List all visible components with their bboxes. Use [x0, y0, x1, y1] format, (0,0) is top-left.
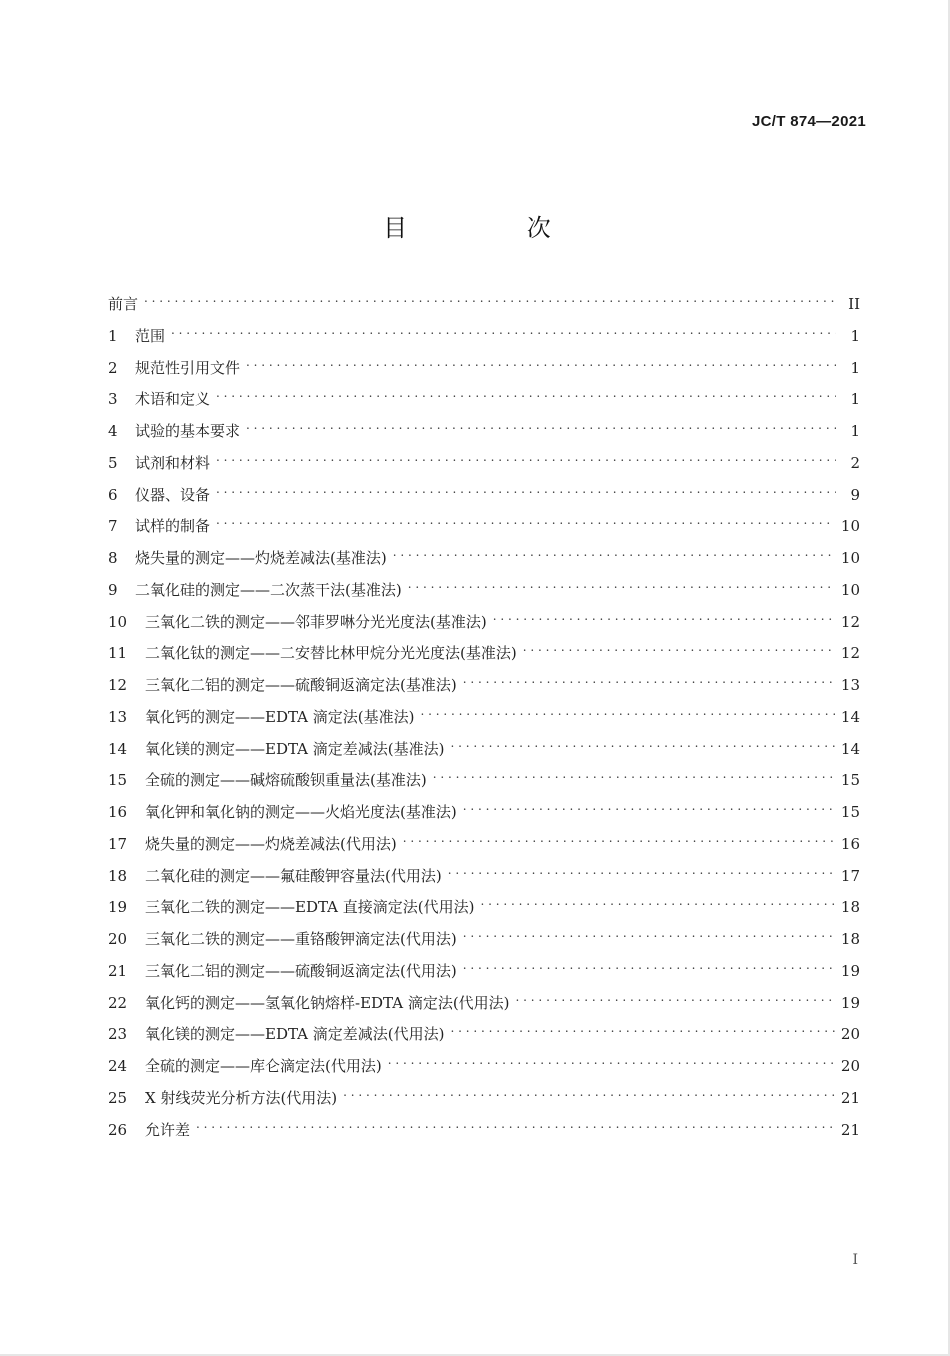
toc-leader-dots — [403, 827, 835, 849]
toc-leader-dots — [463, 668, 835, 690]
toc-entry-number: 11 — [108, 644, 128, 663]
toc-leader-dots — [433, 763, 835, 785]
toc-leader-dots — [246, 351, 836, 373]
toc-entry-title[interactable]: 二氧化钛的测定——二安替比林甲烷分光光度法(基准法) — [145, 644, 517, 663]
toc-entry-number: 3 — [108, 390, 118, 409]
toc-entry-number: 21 — [108, 961, 128, 980]
page-title: 目 次 — [383, 214, 607, 242]
toc-entry-number: 16 — [108, 803, 128, 821]
toc-entry-page: 19 — [840, 993, 860, 1012]
toc-entry-title[interactable]: 二氧化硅的测定——氟硅酸钾容量法(代用法) — [145, 866, 442, 885]
toc-entry-title[interactable]: 氧化钾和氧化钠的测定——火焰光度法(基准法) — [145, 803, 457, 821]
toc-entry[interactable] — [108, 351, 860, 383]
toc-leader-dots — [463, 922, 835, 944]
toc-entry-page: 2 — [850, 453, 860, 472]
toc-leader-dots — [450, 732, 834, 754]
toc-entry[interactable] — [108, 700, 860, 732]
toc-entry-page: 10 — [840, 549, 860, 567]
toc-entry-title[interactable]: 范围 — [135, 326, 166, 345]
toc-leader-dots — [516, 986, 835, 1008]
toc-entry-page: 20 — [840, 1057, 860, 1075]
toc-entry-title[interactable]: 试剂和材料 — [135, 453, 211, 472]
toc-entry-page: 21 — [840, 1088, 860, 1107]
toc-entry-page: 18 — [840, 930, 860, 948]
toc-entry[interactable] — [108, 382, 860, 414]
toc-entry[interactable] — [108, 1081, 860, 1113]
toc-entry-title[interactable]: 三氧化二铝的测定——硫酸铜返滴定法(代用法) — [145, 961, 457, 980]
toc-leader-dots — [480, 890, 834, 912]
toc-entry-page: 1 — [850, 422, 860, 440]
toc-entry-page: 12 — [840, 644, 860, 663]
toc-entry[interactable] — [108, 446, 860, 478]
toc-leader-dots — [216, 509, 835, 531]
toc-leader-dots — [450, 1017, 834, 1039]
toc-entry-title[interactable]: 试样的制备 — [135, 517, 211, 536]
toc-entry-page: 12 — [840, 612, 860, 631]
toc-leader-dots — [523, 636, 835, 658]
toc-entry[interactable] — [108, 573, 860, 605]
toc-entry-title[interactable]: 三氧化二铝的测定——硫酸铜返滴定法(基准法) — [145, 676, 457, 694]
toc-entry-title[interactable]: 仪器、设备 — [135, 485, 211, 504]
toc-entry-number: 22 — [108, 993, 128, 1012]
toc-entry-number: 19 — [108, 898, 128, 917]
toc-entry[interactable] — [108, 986, 860, 1018]
toc-entry[interactable] — [108, 1049, 860, 1081]
toc-entry[interactable] — [108, 1017, 860, 1049]
toc-entry-number: 20 — [108, 930, 128, 948]
toc-leader-dots — [448, 859, 835, 881]
toc-entry-title[interactable]: 二氧化硅的测定——二次蒸干法(基准法) — [135, 580, 402, 599]
toc-leader-dots — [144, 287, 836, 309]
toc-entry[interactable] — [108, 509, 860, 541]
toc-leader-dots — [196, 1113, 835, 1135]
toc-entry[interactable] — [108, 541, 860, 573]
toc-leader-dots — [216, 382, 836, 404]
toc-entry-title[interactable]: 三氧化二铁的测定——重铬酸钾滴定法(代用法) — [145, 930, 457, 948]
toc-entry-title[interactable]: 试验的基本要求 — [135, 422, 241, 440]
toc-entry-number: 9 — [108, 580, 118, 599]
toc-entry[interactable] — [108, 859, 860, 891]
toc-leader-dots — [171, 319, 836, 341]
toc-entry-page: 16 — [840, 834, 860, 853]
toc-entry-title[interactable]: 三氧化二铁的测定——EDTA 直接滴定法(代用法) — [145, 898, 475, 917]
toc-entry[interactable] — [108, 668, 860, 700]
toc-entry-page: 15 — [840, 771, 860, 790]
toc-entry-number: 5 — [108, 453, 118, 472]
toc-entry-title[interactable]: 允许差 — [145, 1120, 191, 1139]
toc-entry[interactable] — [108, 414, 860, 446]
toc-entry-number: 26 — [108, 1120, 128, 1139]
toc-entry-page: 10 — [840, 517, 860, 536]
toc-entry[interactable] — [108, 922, 860, 954]
toc-entry[interactable] — [108, 954, 860, 986]
toc-entry-page: 17 — [840, 866, 860, 885]
toc-leader-dots — [343, 1081, 835, 1103]
toc-entry-number: 15 — [108, 771, 128, 790]
toc-entry-title[interactable]: 全硫的测定——碱熔硫酸钡重量法(基准法) — [145, 771, 427, 790]
toc-entry-title[interactable]: 氧化镁的测定——EDTA 滴定差减法(基准法) — [145, 739, 445, 758]
toc-entry-number: 23 — [108, 1025, 128, 1044]
toc-entry-title[interactable]: 三氧化二铁的测定——邻菲罗啉分光光度法(基准法) — [145, 612, 487, 631]
toc-entry-title[interactable]: 氧化镁的测定——EDTA 滴定差减法(代用法) — [145, 1025, 445, 1044]
toc-entry-number: 1 — [108, 326, 118, 345]
toc-entry-page: 1 — [850, 326, 860, 345]
toc-entry-number: 14 — [108, 739, 128, 758]
toc-entry-number: 7 — [108, 517, 118, 536]
toc-entry[interactable] — [108, 763, 860, 795]
toc-entry-page: 14 — [840, 707, 860, 726]
toc-entry[interactable] — [108, 319, 860, 351]
toc-entry-page: 1 — [850, 358, 860, 377]
toc-entry-page: 18 — [840, 898, 860, 917]
toc-entry-page: 10 — [840, 580, 860, 599]
toc-entry-title[interactable]: X 射线荧光分析方法(代用法) — [145, 1088, 338, 1107]
toc-entry[interactable] — [108, 605, 860, 637]
standard-code: JC/T 874—2021 — [752, 113, 866, 130]
toc-entry-number: 10 — [108, 612, 128, 631]
toc-entry-page: 13 — [840, 676, 860, 694]
toc-entry-number: 6 — [108, 485, 118, 504]
toc-entry-title[interactable]: 前言 — [108, 295, 139, 313]
toc-leader-dots — [493, 605, 835, 627]
toc-entry-page: 19 — [840, 961, 860, 980]
toc-entry[interactable] — [108, 478, 860, 510]
toc-entry[interactable] — [108, 827, 860, 859]
page-number: I — [852, 1252, 858, 1268]
toc-leader-dots — [463, 795, 835, 817]
toc-leader-dots — [408, 573, 835, 595]
toc-entry-page: 15 — [840, 803, 860, 821]
toc-entry-number: 12 — [108, 676, 128, 694]
table-of-contents — [108, 287, 860, 1144]
toc-leader-dots — [216, 478, 836, 500]
toc-entry-page: 21 — [840, 1120, 860, 1139]
toc-entry-page: II — [848, 295, 860, 313]
toc-entry-title[interactable]: 全硫的测定——库仑滴定法(代用法) — [145, 1057, 382, 1075]
toc-entry[interactable] — [108, 287, 860, 319]
toc-entry-title[interactable]: 氧化钙的测定——氢氧化钠熔样-EDTA 滴定法(代用法) — [145, 993, 510, 1012]
toc-entry-number: 13 — [108, 707, 128, 726]
toc-leader-dots — [246, 414, 836, 436]
toc-leader-dots — [216, 446, 836, 468]
toc-entry-number: 4 — [108, 422, 118, 440]
toc-entry-page: 14 — [840, 739, 860, 758]
toc-entry-title[interactable]: 烧失量的测定——灼烧差减法(代用法) — [145, 834, 397, 853]
toc-entry-number: 18 — [108, 866, 128, 885]
toc-entry-number: 17 — [108, 834, 128, 853]
toc-entry-title[interactable]: 烧失量的测定——灼烧差减法(基准法) — [135, 549, 387, 567]
toc-entry-number: 2 — [108, 358, 118, 377]
toc-leader-dots — [393, 541, 835, 563]
toc-entry[interactable] — [108, 795, 860, 827]
toc-entry-number: 24 — [108, 1057, 128, 1075]
toc-entry-title[interactable]: 氧化钙的测定——EDTA 滴定法(基准法) — [145, 707, 415, 726]
toc-leader-dots — [463, 954, 835, 976]
toc-entry[interactable] — [108, 636, 860, 668]
toc-entry-page: 9 — [850, 485, 860, 504]
toc-leader-dots — [388, 1049, 835, 1071]
toc-entry-title[interactable]: 规范性引用文件 — [135, 358, 241, 377]
toc-entry-page: 1 — [850, 390, 860, 409]
toc-entry[interactable] — [108, 732, 860, 764]
toc-entry-title[interactable]: 术语和定义 — [135, 390, 211, 409]
toc-entry-number: 25 — [108, 1088, 128, 1107]
toc-entry[interactable] — [108, 1113, 860, 1145]
toc-entry-number: 8 — [108, 549, 118, 567]
toc-entry[interactable] — [108, 890, 860, 922]
toc-leader-dots — [420, 700, 834, 722]
toc-entry-page: 20 — [840, 1025, 860, 1044]
